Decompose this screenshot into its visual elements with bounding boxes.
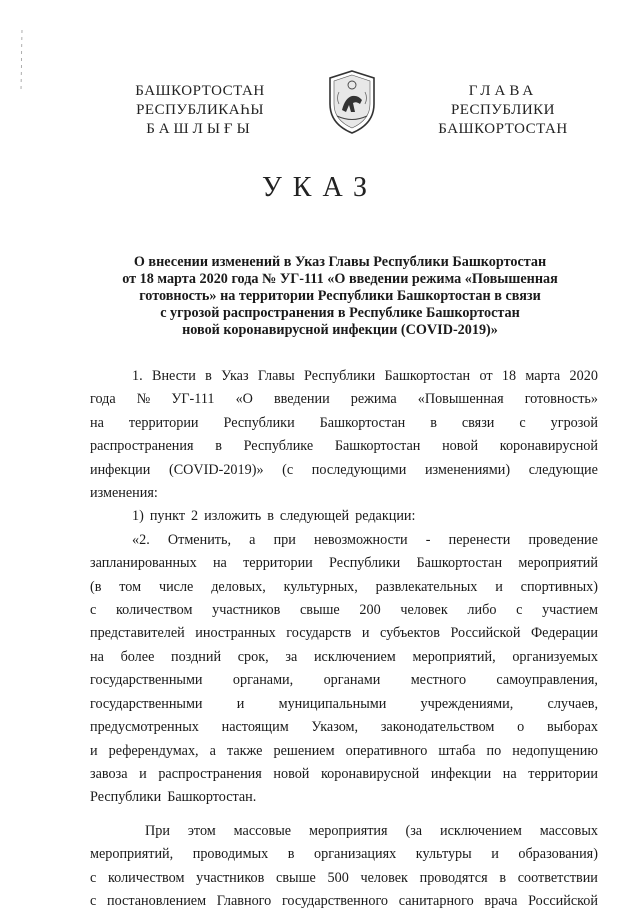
body-line [90, 576, 598, 599]
body-word: Башкортостан [384, 368, 471, 384]
body-word: (за [405, 822, 423, 839]
body-word: Республики [90, 789, 162, 806]
body-word: мероприятий, [90, 846, 174, 863]
body-word: за [285, 648, 298, 665]
body-word: о [517, 719, 525, 736]
body-word: 500 [327, 869, 349, 886]
body-word: органами, [232, 672, 294, 689]
header-bashkir [115, 82, 285, 139]
body-line [90, 669, 598, 692]
body-word: субъектов [379, 625, 440, 642]
body-line [90, 435, 598, 458]
body-word: в [499, 869, 507, 886]
header-left-line: БАШЛЫҒЫ [146, 121, 254, 137]
body-word: Российской [450, 625, 521, 642]
body-word: введении [273, 391, 330, 408]
body-word: перенести [448, 531, 511, 548]
body-line [90, 890, 598, 913]
body-word: 1. [132, 368, 143, 384]
body-word: в [215, 438, 222, 455]
body-word: образования) [518, 846, 598, 863]
body-word: Главного [216, 892, 272, 909]
body-word: года [90, 391, 116, 408]
body-word: завоза [90, 765, 128, 782]
body-word: деловых, [211, 578, 266, 595]
body-word: изменениями) [424, 461, 511, 478]
body-word: в [430, 414, 437, 431]
body-word: с [519, 414, 526, 431]
body-line [90, 388, 598, 411]
body-word: предусмотренных [90, 719, 199, 736]
body-word: мероприятия [308, 822, 388, 839]
body-line [90, 693, 598, 716]
body-word: организациях [314, 846, 397, 863]
body-word: следующей [279, 508, 350, 525]
body-word: в [205, 368, 212, 384]
body-word: при [273, 531, 296, 548]
body-word: муниципальными [278, 695, 387, 712]
body-word: настоящим [221, 719, 289, 736]
body-word: и [139, 765, 147, 782]
body-word: № [136, 391, 151, 408]
body-word: на [90, 414, 104, 431]
body-word: либо [467, 602, 497, 619]
body-word: (в [90, 578, 102, 595]
body-word: и [90, 742, 98, 759]
body-word: распространения [158, 765, 262, 782]
body-word: изложить [204, 508, 262, 525]
body-word: развлекательных [375, 578, 478, 595]
body-word: случаев, [547, 695, 598, 712]
body-word: Республики [304, 368, 376, 384]
body-word: марта [525, 368, 561, 384]
header-left-line: РЕСПУБЛИКАҺЫ [136, 102, 264, 118]
body-line [90, 843, 598, 866]
body-word: том [119, 578, 142, 595]
body-word: иностранных [195, 625, 276, 642]
body-word: с [90, 869, 97, 886]
header-russian [418, 82, 588, 139]
body-word: также [226, 742, 263, 759]
body-word: законодательством [380, 719, 495, 736]
body-word: 18 [501, 368, 517, 384]
body-word: Башкортостан [416, 555, 503, 572]
body-word: новой [442, 438, 479, 455]
body-word: Республики [223, 414, 295, 431]
body-line [90, 786, 598, 809]
body-word: числе [158, 578, 194, 595]
body-line [90, 763, 598, 786]
body-word: государственными [90, 695, 203, 712]
body-word: врача [484, 892, 518, 909]
body-word: государств [286, 625, 352, 642]
body-word: на [212, 555, 227, 572]
body-word: При [145, 822, 170, 839]
body-word: по [486, 742, 502, 759]
body-line [90, 599, 598, 622]
body-word: последующими [311, 461, 407, 478]
body-word: территории [128, 414, 199, 431]
body-word: на [90, 648, 104, 665]
body-word: массовые [233, 822, 292, 839]
body-word: редакции: [355, 508, 416, 525]
body-word: на [502, 765, 517, 782]
body-word: 200 [359, 602, 381, 619]
body-word: более [120, 648, 155, 665]
body-word: Главы [257, 368, 295, 384]
body-word: исключением [440, 822, 522, 839]
body-word: штаба [438, 742, 476, 759]
body-word: недопущению [512, 742, 598, 759]
header-right-line: ГЛАВА [468, 83, 538, 99]
body-line [90, 529, 598, 552]
header-right-line: РЕСПУБЛИКИ [450, 102, 556, 118]
body-word: учреждениями, [420, 695, 514, 712]
body-word: Башкортостан. [167, 789, 257, 806]
body-word: участников [212, 602, 281, 619]
body-word: человек [400, 602, 448, 619]
body-word: и [236, 695, 245, 712]
body-word: Башкортостан [319, 414, 406, 431]
body-word: мероприятий [518, 555, 598, 572]
document-title: УКАЗ [261, 172, 379, 203]
body-line [90, 622, 598, 645]
body-word: санитарного [398, 892, 474, 909]
body-word: (COVID-2019)» [168, 461, 264, 478]
body-word: а [209, 742, 216, 759]
body-word: культуры [415, 846, 472, 863]
body-word: срок, [237, 648, 269, 665]
body-word: 1) [132, 508, 144, 525]
body-word: коронавирусной [321, 765, 420, 782]
body-word: пункт [149, 508, 186, 525]
body-line [90, 552, 598, 575]
body-word: Республике [243, 438, 314, 455]
body-word: самоуправления, [496, 672, 598, 689]
body-word: и [491, 846, 499, 863]
body-word: изменения: [90, 485, 158, 502]
body-word: (с [282, 461, 294, 478]
body-word: с [516, 602, 523, 619]
body-word: количеством [115, 602, 193, 619]
body-word: и [495, 578, 503, 595]
body-word: Указ [221, 368, 249, 384]
body-word: невозможности [314, 531, 408, 548]
body-word: Республики [329, 555, 401, 572]
body-word: - [425, 531, 431, 548]
body-word: постановлением [107, 892, 207, 909]
body-word: в [287, 846, 295, 863]
body-word: решением [273, 742, 335, 759]
body-word: и [361, 625, 370, 642]
body-word: с [90, 892, 97, 909]
body-word: организуемых [512, 648, 598, 665]
body-word: готовность» [524, 391, 598, 408]
body-word: Внести [151, 368, 196, 384]
body-word: проводимых [192, 846, 269, 863]
body-line [90, 820, 598, 843]
body-word: «2. [132, 531, 150, 548]
scan-artifact-mark [20, 30, 24, 90]
body-word: проводятся [419, 869, 488, 886]
body-word: инфекции [90, 461, 151, 478]
body-word: коронавирусной [499, 438, 598, 455]
body-word: представителей [90, 625, 185, 642]
body-word: Российской [528, 892, 598, 909]
body-word: оперативного [345, 742, 428, 759]
body-word: свыше [299, 602, 340, 619]
body-word: массовых [539, 822, 598, 839]
subject-line: О внесении изменений в Указ Главы Республики Башкортостан [133, 254, 547, 270]
body-word: с [90, 602, 97, 619]
body-word: поздний [171, 648, 222, 665]
body-word: режима [350, 391, 397, 408]
body-line [90, 646, 598, 669]
body-word: свыше [276, 869, 316, 886]
body-word: Отменить, [167, 531, 231, 548]
body-word: референдумах, [108, 742, 199, 759]
body-word: человек [360, 869, 408, 886]
body-word: «Повышенная [417, 391, 504, 408]
body-line [90, 867, 598, 890]
subject-line: новой коронавирусной инфекции (COVID-2019)» [182, 322, 498, 338]
document-subject [100, 254, 580, 339]
body-word: государственного [281, 892, 389, 909]
body-word: УГ-111 [171, 391, 215, 408]
body-word: выборах [546, 719, 598, 736]
body-word: запланированных [90, 555, 197, 572]
body-line [90, 459, 598, 482]
body-word: исключением [313, 648, 396, 665]
body-word: органами [323, 672, 381, 689]
body-word: распространения [90, 438, 194, 455]
body-word: от [479, 368, 493, 384]
body-word: территории [243, 555, 313, 572]
body-word: инфекции [430, 765, 492, 782]
body-word: культурных, [283, 578, 358, 595]
body-line [90, 482, 598, 505]
body-word: мероприятий, [412, 648, 496, 665]
body-line [90, 505, 598, 528]
bashkortostan-emblem-icon [325, 68, 379, 136]
body-line [90, 365, 598, 388]
body-word: участников [196, 869, 265, 886]
body-word: в [267, 508, 274, 525]
body-word: территории [528, 765, 598, 782]
body-word: новой [273, 765, 310, 782]
body-word: Башкортостан [334, 438, 421, 455]
body-line [90, 740, 598, 763]
body-word: спортивных) [520, 578, 598, 595]
body-line [90, 716, 598, 739]
body-word: «О [235, 391, 253, 408]
body-word: Указом, [311, 719, 359, 736]
body-word: угрозой [550, 414, 598, 431]
body-word: Федерации [530, 625, 598, 642]
body-word: следующие [528, 461, 598, 478]
body-word: соответствии [517, 869, 598, 886]
body-word: участием [542, 602, 598, 619]
subject-line: готовность» на территории Республики Башкортостан в связи [139, 288, 541, 304]
body-word: количеством [108, 869, 185, 886]
body-word: 2 [191, 508, 199, 525]
body-word: государственными [90, 672, 203, 689]
header-right-line: БАШКОРТОСТАН [438, 121, 568, 137]
body-word: а [249, 531, 256, 548]
body-word: связи [461, 414, 495, 431]
body-line [90, 412, 598, 435]
body-word: 2020 [569, 368, 598, 384]
body-word: местного [410, 672, 467, 689]
body-word: этом [187, 822, 216, 839]
subject-line: от 18 марта 2020 года № УГ-111 «О введении режима «Повышенная [122, 271, 558, 287]
subject-line: с угрозой распространения в Республике Башкортостан [160, 305, 520, 321]
header-left-line: БАШКОРТОСТАН [135, 83, 265, 99]
body-word: проведение [528, 531, 598, 548]
document-body [90, 365, 598, 913]
